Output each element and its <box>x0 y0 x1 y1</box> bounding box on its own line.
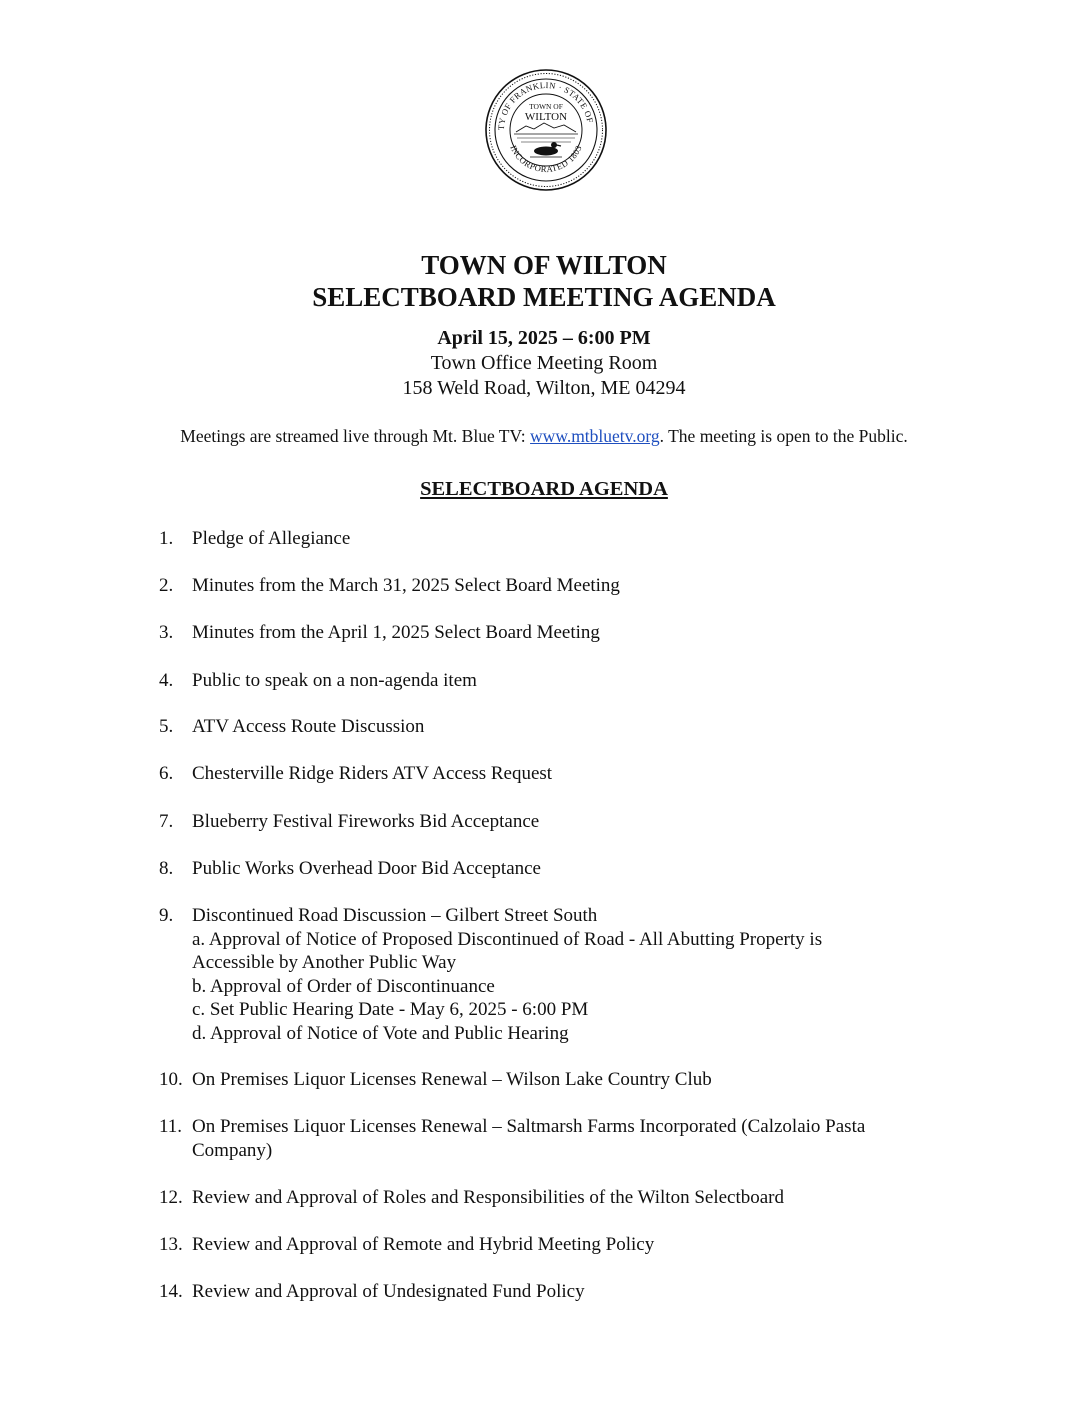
agenda-item-body <box>192 904 932 1045</box>
seal-bottom-text: INCORPORATED 1803 <box>508 143 584 175</box>
agenda-item-text: Chesterville Ridge Riders ATV Access Request <box>192 763 553 784</box>
agenda-item-body <box>192 1233 932 1257</box>
meeting-address: 158 Weld Road, Wilton, ME 04294 <box>402 377 686 399</box>
town-seal-graphic <box>484 68 608 192</box>
seal-center-text-1: TOWN OF <box>529 102 563 111</box>
agenda-item-body <box>192 621 932 645</box>
agenda-item-body <box>192 669 932 693</box>
stream-notice-prefix: Meetings are streamed live through Mt. Blue TV: <box>180 426 531 446</box>
agenda-item-number: 5. <box>159 716 174 737</box>
agenda-sub-item: d. Approval of Notice of Vote and Public Hearing <box>192 1022 569 1044</box>
agenda-item-body <box>192 1280 932 1304</box>
agenda-item-text: Discontinued Road Discussion – Gilbert Street South <box>192 905 598 926</box>
agenda-item-body <box>192 857 932 881</box>
mtbluetv-link[interactable]: www.mtbluetv.org <box>530 426 660 446</box>
agenda-item-body <box>192 762 932 786</box>
agenda-sub-item: b. Approval of Order of Discontinuance <box>192 975 495 997</box>
agenda-item-body <box>192 715 932 739</box>
agenda-heading: SELECTBOARD AGENDA <box>420 478 668 500</box>
stream-notice-suffix: . The meeting is open to the Public. <box>659 426 908 446</box>
agenda-item-text: ATV Access Route Discussion <box>192 716 425 737</box>
agenda-item-text: Pledge of Allegiance <box>192 528 351 549</box>
agenda-item-number: 10. <box>159 1069 183 1090</box>
agenda-item-number: 14. <box>159 1281 183 1302</box>
agenda-item-number: 1. <box>159 528 174 549</box>
page-title: TOWN OF WILTON <box>421 250 667 280</box>
agenda-item-number: 7. <box>159 811 174 832</box>
agenda-sub-item: c. Set Public Hearing Date - May 6, 2025 - 6:00 PM <box>192 999 589 1020</box>
agenda-sub-item: Accessible by Another Public Way <box>192 952 457 973</box>
agenda-item-number: 9. <box>159 905 174 926</box>
agenda-item-text: Minutes from the March 31, 2025 Select Board Meeting <box>192 575 620 596</box>
agenda-item-body <box>192 1115 932 1162</box>
agenda-item-number: 6. <box>159 763 174 784</box>
loon-icon <box>530 142 562 157</box>
agenda-item-text: On Premises Liquor Licenses Renewal – Wilson Lake Country Club <box>192 1069 712 1090</box>
meeting-location: Town Office Meeting Room <box>430 352 658 374</box>
agenda-item-number: 8. <box>159 858 174 879</box>
town-seal <box>484 68 608 192</box>
agenda-item-body <box>192 1068 932 1092</box>
agenda-item-number: 3. <box>159 622 174 643</box>
agenda-item-number: 2. <box>159 575 174 596</box>
agenda-item-text: Review and Approval of Undesignated Fund Policy <box>192 1281 585 1302</box>
agenda-item-number: 13. <box>159 1234 183 1255</box>
agenda-item-number: 11. <box>159 1116 183 1137</box>
seal-top-text: TY OF FRANKLIN · STATE OF <box>495 79 596 131</box>
agenda-item-body <box>192 574 932 598</box>
agenda-item-text: Public to speak on a non-agenda item <box>192 670 477 691</box>
agenda-item-body <box>192 1186 932 1210</box>
agenda-item-text: Public Works Overhead Door Bid Acceptance <box>192 858 541 879</box>
agenda-item-body <box>192 810 932 834</box>
seal-center-text-2: WILTON <box>524 111 568 123</box>
agenda-sub-item: a. Approval of Notice of Proposed Discontinued of Road - All Abutting Property is <box>192 928 823 950</box>
agenda-item-text: Minutes from the April 1, 2025 Select Board Meeting <box>192 622 600 643</box>
agenda-item-number: 12. <box>159 1187 183 1208</box>
stream-notice <box>0 425 1088 447</box>
agenda-item-text: Review and Approval of Roles and Responsibilities of the Wilton Selectboard <box>192 1187 785 1208</box>
meeting-date-time: April 15, 2025 – 6:00 PM <box>437 327 651 349</box>
page-subtitle: SELECTBOARD MEETING AGENDA <box>312 282 776 312</box>
agenda-item-text: Blueberry Festival Fireworks Bid Acceptance <box>192 811 540 832</box>
agenda-item-text: On Premises Liquor Licenses Renewal – Saltmarsh Farms Incorporated (Calzolaio Pasta <box>192 1116 866 1137</box>
agenda-item-text: Review and Approval of Remote and Hybrid Meeting Policy <box>192 1234 655 1255</box>
agenda-item-number: 4. <box>159 670 174 691</box>
agenda-item-body <box>192 527 932 551</box>
agenda-sub-item: Company) <box>192 1139 273 1161</box>
